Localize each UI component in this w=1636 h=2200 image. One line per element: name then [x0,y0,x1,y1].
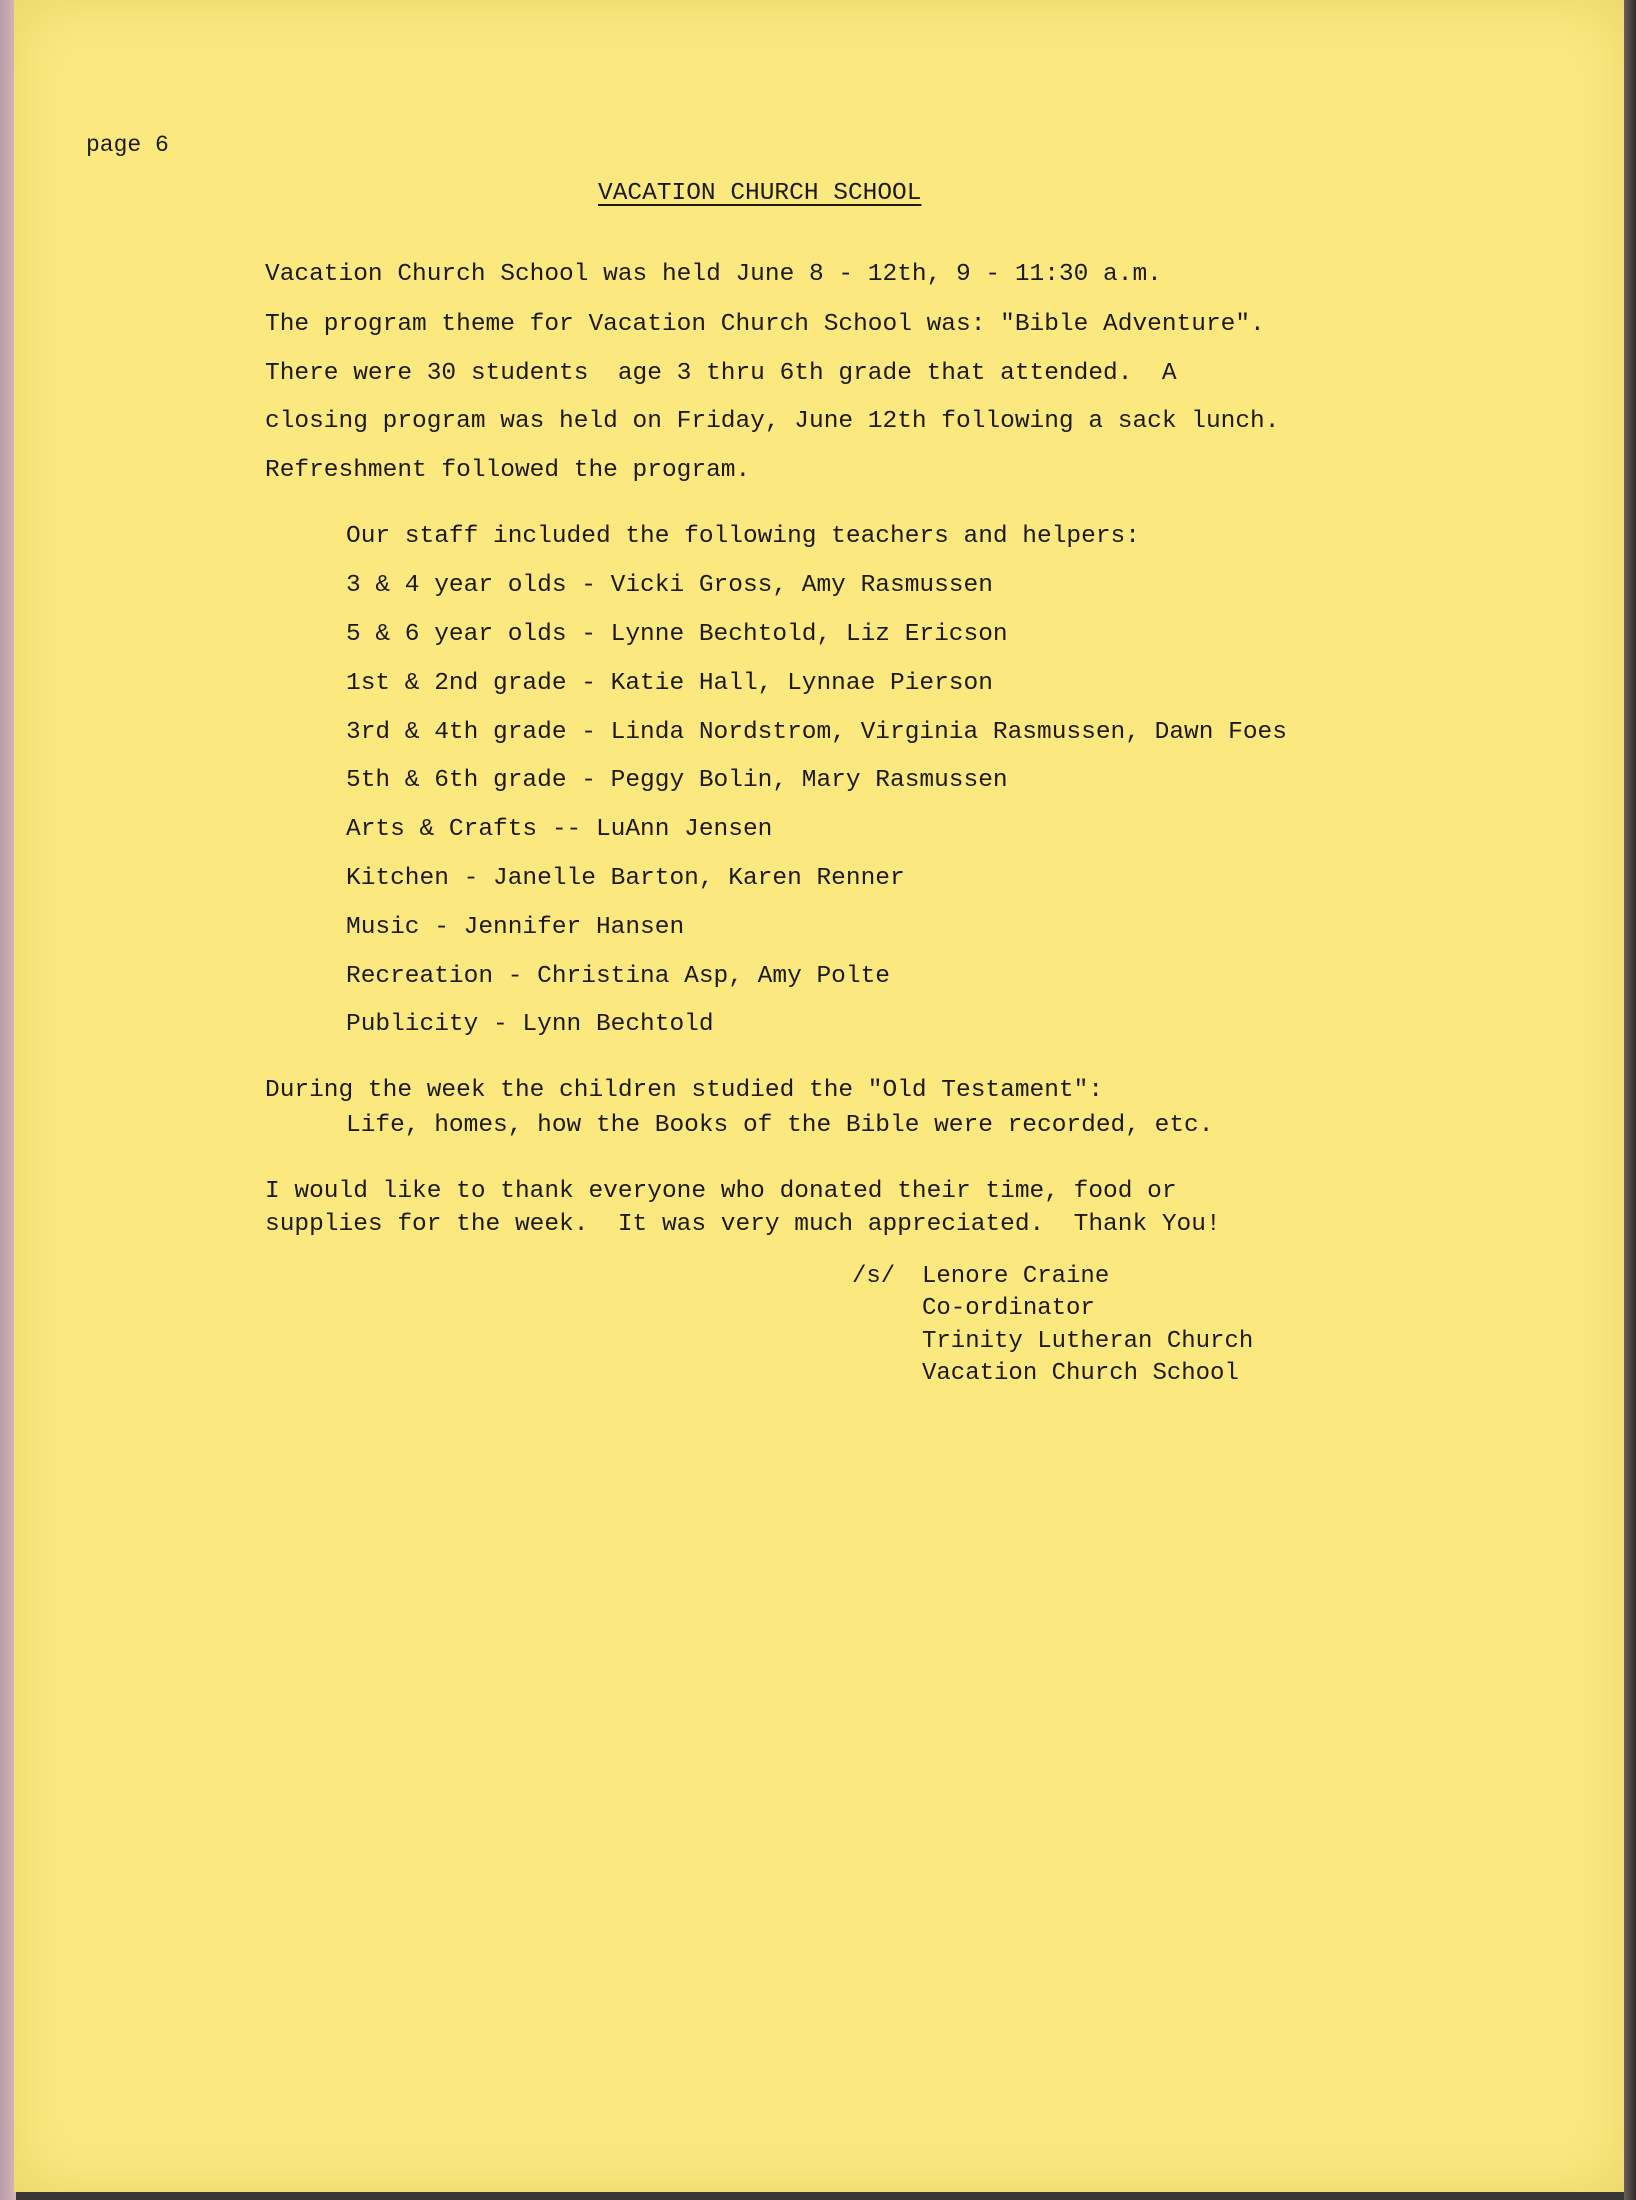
intro-line: The program theme for Vacation Church School was: "Bible Adventure". [265,311,1265,338]
staff-line: Recreation - Christina Asp, Amy Polte [346,963,890,990]
signature-line: Lenore Craine [922,1263,1110,1290]
signature-line: Trinity Lutheran Church [922,1328,1254,1355]
staff-line: 3rd & 4th grade - Linda Nordstrom, Virginia Rasmussen, Dawn Foes [346,719,1287,746]
page-edge-right [1624,0,1636,2200]
staff-line: Publicity - Lynn Bechtold [346,1011,714,1038]
staff-heading: Our staff included the following teachers and helpers: [346,523,1140,550]
page-number: page 6 [86,132,169,158]
signature-line: Co-ordinator [922,1295,1095,1322]
intro-line: Vacation Church School was held June 8 - 12th, 9 - 11:30 a.m. [265,261,1162,288]
study-line: Life, homes, how the Books of the Bible were recorded, etc. [346,1112,1214,1139]
page-title: VACATION CHURCH SCHOOL [598,180,922,207]
staff-line: 5th & 6th grade - Peggy Bolin, Mary Rasmussen [346,767,1008,794]
thanks-line: supplies for the week. It was very much appreciated. Thank You! [265,1211,1221,1238]
signature-line: Vacation Church School [922,1360,1239,1387]
signature-mark: /s/ [852,1263,896,1290]
intro-line: There were 30 students age 3 thru 6th grade that attended. A [265,360,1177,387]
thanks-line: I would like to thank everyone who donated their time, food or [265,1178,1177,1205]
staff-line: 5 & 6 year olds - Lynne Bechtold, Liz Ericson [346,621,1008,648]
intro-line: closing program was held on Friday, June 12th following a sack lunch. [265,408,1280,435]
study-line: During the week the children studied the "Old Testament": [265,1077,1104,1104]
staff-line: Arts & Crafts -- LuAnn Jensen [346,816,773,843]
staff-line: Kitchen - Janelle Barton, Karen Renner [346,865,905,892]
intro-line: Refreshment followed the program. [265,457,751,484]
staff-line: Music - Jennifer Hansen [346,914,685,941]
staff-line: 3 & 4 year olds - Vicki Gross, Amy Rasmussen [346,572,993,599]
staff-line: 1st & 2nd grade - Katie Hall, Lynnae Pierson [346,670,993,697]
